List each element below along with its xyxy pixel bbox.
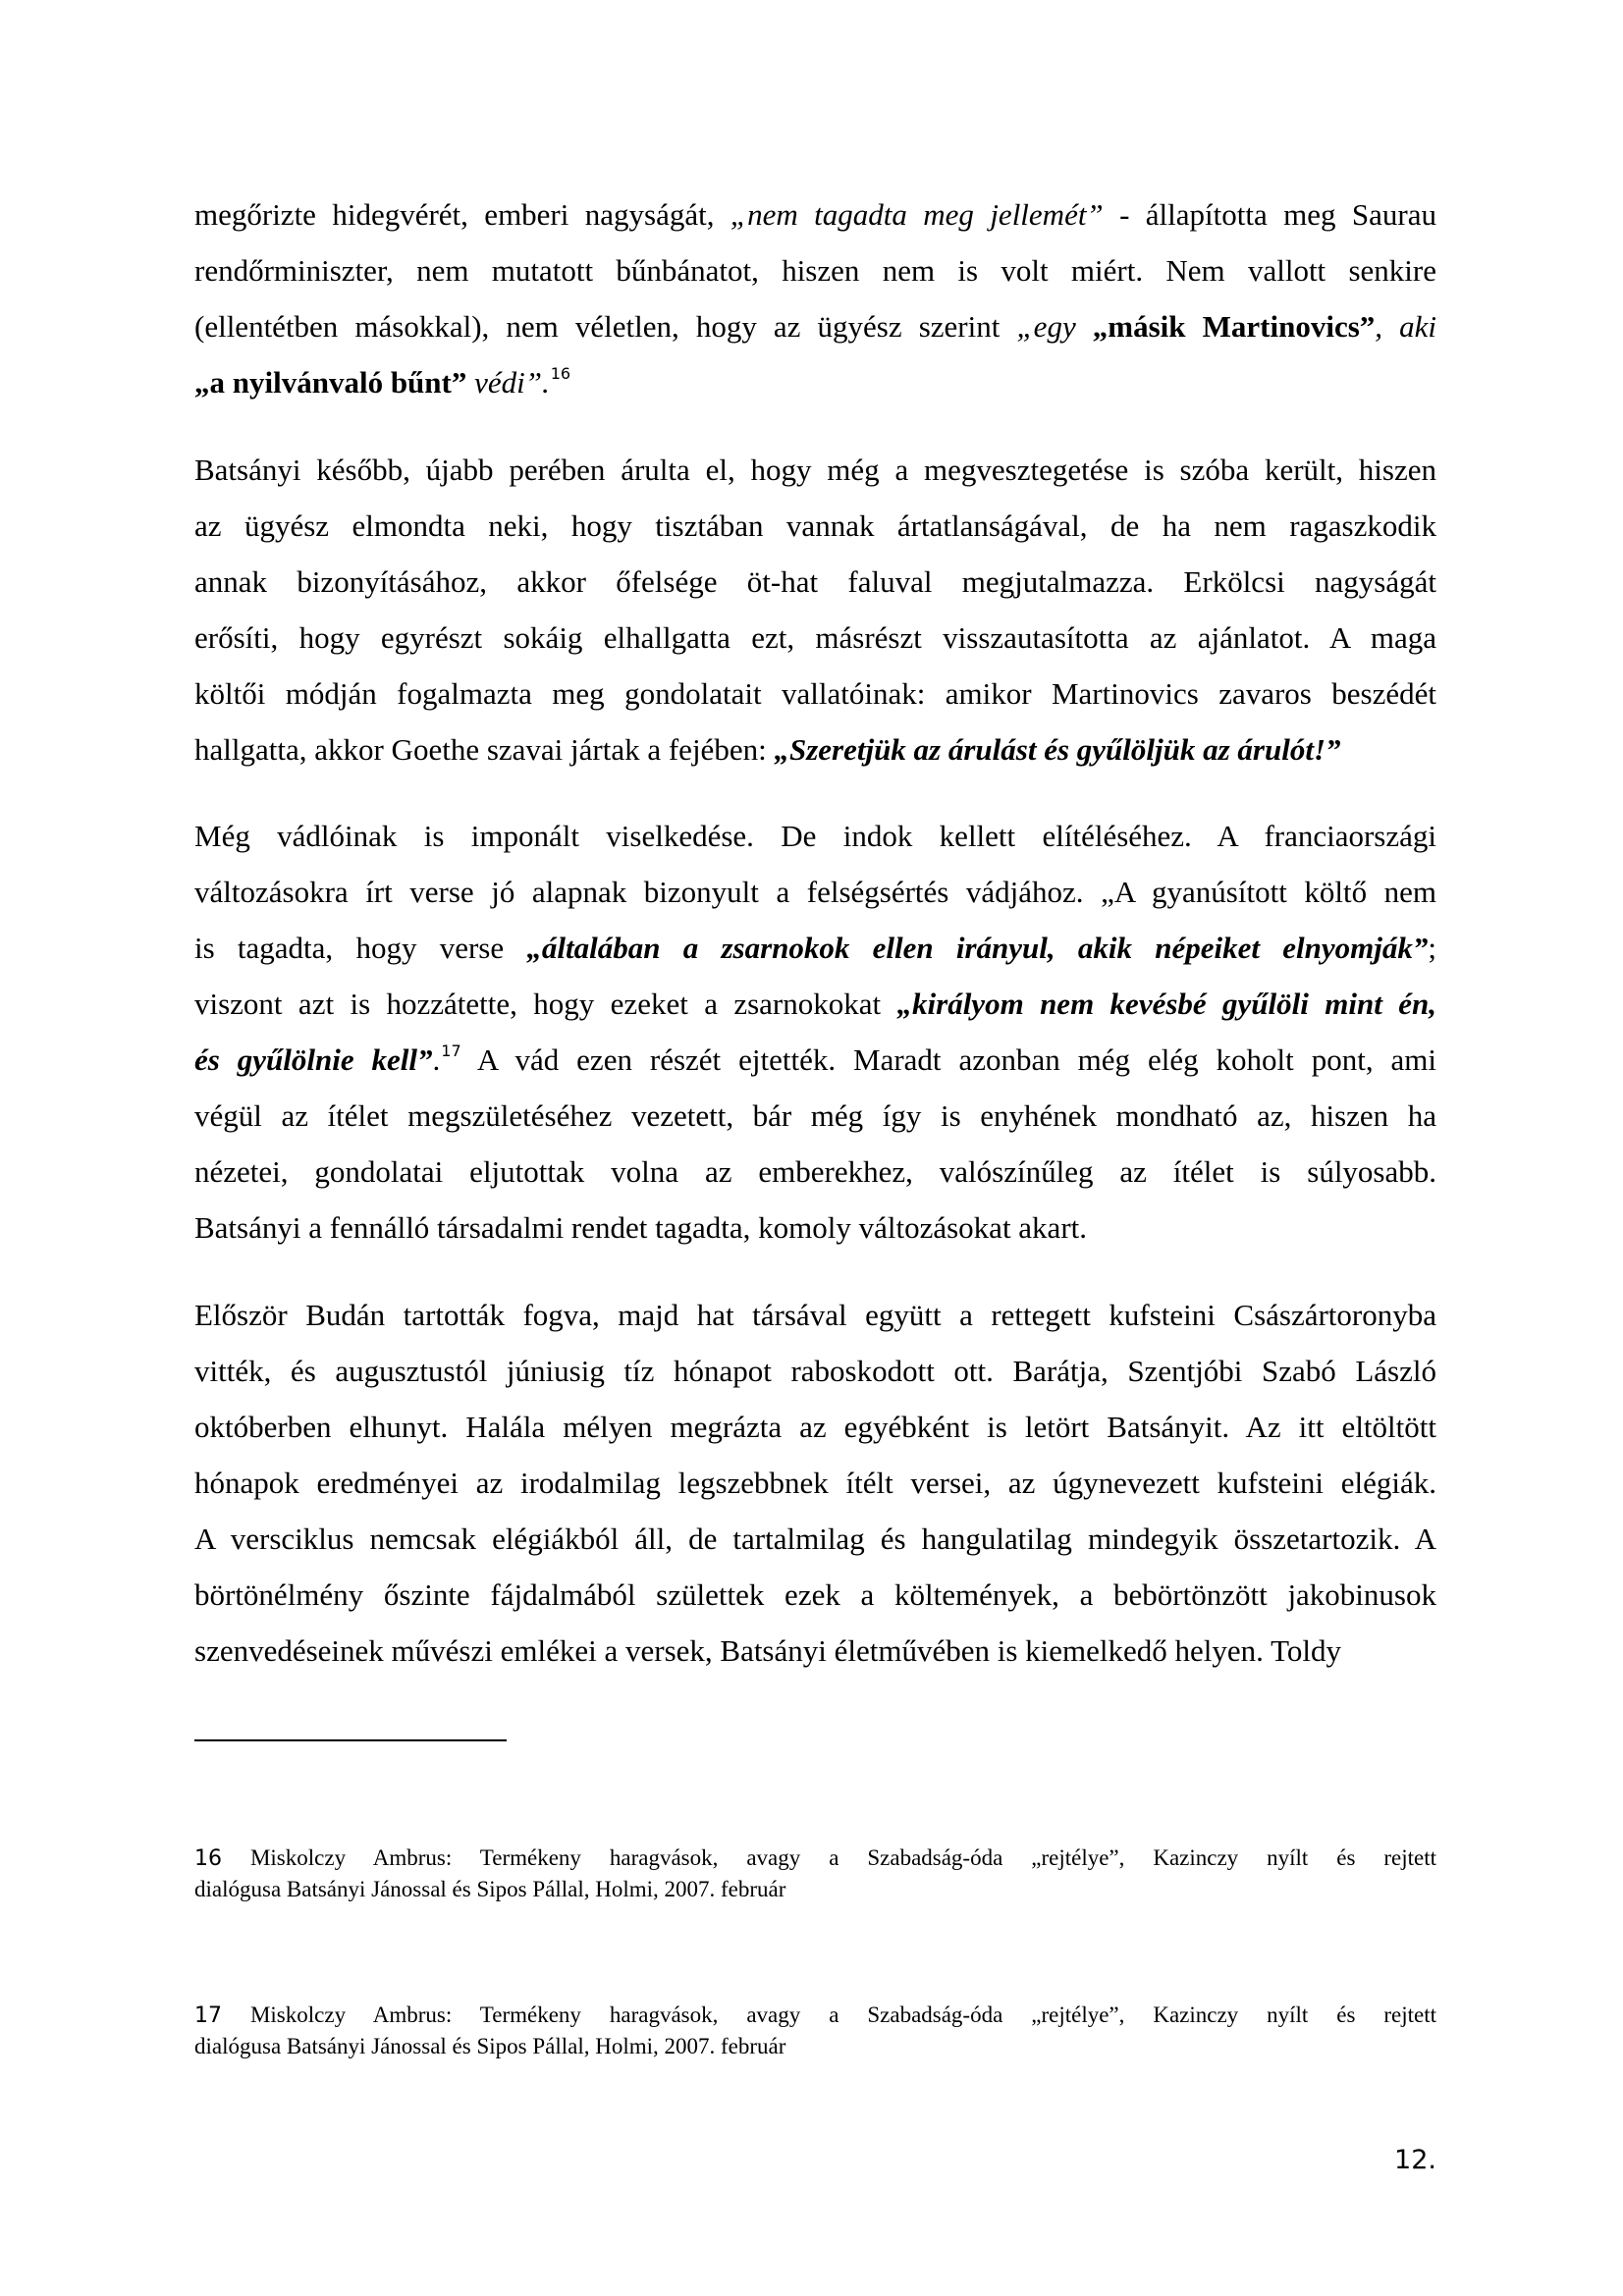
text-run: (ellentétben másokkal), nem véletlen, hogy az ügyész szerint xyxy=(194,309,1017,344)
footnote-line xyxy=(194,1842,1436,1874)
paragraph-1 xyxy=(194,187,1436,410)
text-line xyxy=(194,920,1436,976)
text-run: A versciklus nemcsak elégiákból áll, de tartalmilag és hangulatilag mindegyik összetartozik. A xyxy=(194,1522,1436,1556)
text-line xyxy=(194,1455,1436,1511)
emphasized-text: „a nyilvánvaló bűnt” xyxy=(194,365,467,400)
text-line xyxy=(194,554,1436,610)
paragraph-4 xyxy=(194,1287,1436,1679)
text-run: nézetei, gondolatai eljutottak volna az emberekhez, valószínűleg az ítélet is súlyosabb. xyxy=(194,1154,1436,1189)
text-line xyxy=(194,1032,1436,1088)
text-line xyxy=(194,1088,1436,1144)
footnote-number: 17 xyxy=(194,2003,222,2028)
text-run: Batsányi később, újabb perében árulta el, hogy még a megvesztegetése is szóba került, hiszen xyxy=(194,453,1436,487)
text-run: ; xyxy=(1428,931,1436,965)
text-line xyxy=(194,721,1436,777)
emphasized-text: , aki xyxy=(1375,309,1436,344)
text-run: erősíti, hogy egyrészt sokáig elhallgatta ezt, másrészt visszautasította az ajánlatot. A maga xyxy=(194,620,1436,655)
emphasized-text: „általában a zsarnokok ellen irányul, akik népeiket elnyomják” xyxy=(526,931,1429,965)
text-line xyxy=(194,1144,1436,1200)
text-run: változásokra írt verse jó alapnak bizonyult a felségsértés vádjához. „A gyanúsított költő nem xyxy=(194,875,1436,909)
text-run: megőrizte hidegvérét, emberi nagyságát, xyxy=(194,197,730,232)
text-run: végül az ítélet megszületéséhez vezetett, bár még így is enyhének mondható az, hiszen ha xyxy=(194,1098,1436,1133)
emphasized-text: „másik Martinovics” xyxy=(1092,309,1376,344)
text-run: vitték, és augusztustól júniusig tíz hónapot raboskodott ott. Barátja, Szentjóbi Szabó László xyxy=(194,1354,1436,1388)
footnote-line xyxy=(194,2000,1436,2031)
text-run: . xyxy=(432,1042,441,1077)
emphasized-text: és gyűlölnie kell” xyxy=(194,1042,433,1077)
footnote-text: dialógusa Batsányi Jánossal és Sipos Pállal, Holmi, 2007. február xyxy=(194,2034,786,2058)
footnote-reference: 16 xyxy=(550,364,571,383)
text-line xyxy=(194,808,1436,864)
text-run: szenvedéseinek művészi emlékei a versek, Batsányi életművében is kiemelkedő helyen. Toldy xyxy=(194,1633,1341,1668)
text-run: börtönélmény őszinte fájdalmából születtek ezek a költemények, a bebörtönzött jakobinusok xyxy=(194,1577,1436,1612)
text-line xyxy=(194,498,1436,554)
footnote-text: dialógusa Batsányi Jánossal és Sipos Pállal, Holmi, 2007. február xyxy=(194,1877,786,1901)
text-line xyxy=(194,187,1436,242)
text-line xyxy=(194,864,1436,920)
text-line xyxy=(194,1623,1436,1679)
emphasized-text: védi”. xyxy=(466,365,550,400)
footnote-reference: 17 xyxy=(441,1041,461,1060)
text-run: költői módján fogalmazta meg gondolatait vallatóinak: amikor Martinovics zavaros beszédét xyxy=(194,676,1436,711)
text-line xyxy=(194,1200,1436,1255)
text-line xyxy=(194,298,1436,354)
text-run: októberben elhunyt. Halála mélyen megrázta az egyébként is letört Batsányit. Az itt eltöltött xyxy=(194,1410,1436,1444)
footnote-17 xyxy=(194,2000,1436,2062)
text-run: Először Budán tartották fogva, majd hat társával együtt a rettegett kufsteini Császártoronyba xyxy=(194,1298,1436,1332)
text-run: - állapította meg Saurau xyxy=(1103,197,1436,232)
text-run: Még vádlóinak is imponált viselkedése. De indok kellett elítéléséhez. A franciaországi xyxy=(194,819,1436,853)
text-line xyxy=(194,1287,1436,1343)
emphasized-text: „nem tagadta meg jellemét” xyxy=(730,197,1104,232)
footnote-16 xyxy=(194,1842,1436,1905)
footnote-separator xyxy=(194,1739,507,1741)
text-run: hallgatta, akkor Goethe szavai jártak a fejében: xyxy=(194,732,775,767)
paragraph-3 xyxy=(194,808,1436,1255)
text-run: hónapok eredményei az irodalmilag legszebbnek ítélt versei, az úgynevezett kufsteini elégiák. xyxy=(194,1466,1436,1500)
text-run: rendőrminiszter, nem mutatott bűnbánatot, hiszen nem is volt miért. Nem vallott senkire xyxy=(194,253,1436,288)
footnote-number: 16 xyxy=(194,1846,222,1871)
text-line xyxy=(194,666,1436,721)
text-run: annak bizonyításához, akkor őfelsége öt-hat faluval megjutalmazza. Erkölcsi nagyságát xyxy=(194,564,1436,599)
text-line xyxy=(194,242,1436,298)
footnote-text: Miskolczy Ambrus: Termékeny haragvások, avagy a Szabadság-óda „rejtélye”, Kazinczy nyílt és rejtett xyxy=(249,1845,1437,1870)
page-number: 12. xyxy=(1394,2145,1436,2175)
text-line xyxy=(194,1567,1436,1623)
emphasized-text: „egy xyxy=(1016,309,1093,344)
text-line xyxy=(194,1399,1436,1455)
text-line xyxy=(194,354,1436,410)
text-line xyxy=(194,610,1436,666)
emphasized-text: „királyom nem kevésbé gyűlöli mint én, xyxy=(896,987,1436,1021)
text-run: Batsányi a fennálló társadalmi rendet tagadta, komoly változásokat akart. xyxy=(194,1210,1088,1245)
text-line xyxy=(194,1343,1436,1399)
emphasized-text: „Szeretjük az árulást és gyűlöljük az árulót!” xyxy=(774,732,1341,767)
text-line xyxy=(194,442,1436,498)
text-run: viszont azt is hozzátette, hogy ezeket a zsarnokokat xyxy=(194,987,897,1021)
text-line xyxy=(194,976,1436,1032)
footnote-text: Miskolczy Ambrus: Termékeny haragvások, avagy a Szabadság-óda „rejtélye”, Kazinczy nyílt és rejtett xyxy=(249,2002,1437,2027)
text-run: A vád ezen részét ejtették. Maradt azonban még elég koholt pont, ami xyxy=(460,1042,1436,1077)
text-run: az ügyész elmondta neki, hogy tisztában vannak ártatlanságával, de ha nem ragaszkodik xyxy=(194,508,1436,543)
text-line xyxy=(194,1511,1436,1567)
text-run: is tagadta, hogy verse xyxy=(194,931,527,965)
paragraph-2 xyxy=(194,442,1436,777)
